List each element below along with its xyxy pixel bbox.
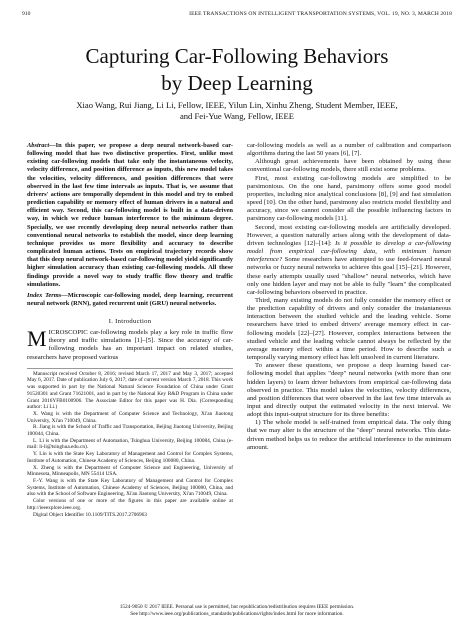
authors-line-2: and Fei-Yue Wang, Fellow, IEEE	[179, 111, 295, 121]
abstract	[27, 142, 233, 289]
copyright-notice	[0, 604, 474, 618]
index-terms	[27, 292, 233, 308]
body-paragraph: Although great achievements have been obtained by using these conventional car-following models, there still exist some problems.	[247, 158, 451, 174]
authors-line-1: Xiao Wang, Rui Jiang, Li Li, Fellow, IEEE, Yilun Lin, Xinhu Zheng, Student Member, IEEE,	[76, 100, 398, 110]
copyright-line-1: 1524-9050 © 2017 IEEE. Personal use is permitted, but republication/redistribution requires IEEE permission.	[119, 604, 355, 610]
footnote-affiliation: R. Jiang is with the School of Traffic and Transportation, Beijing Jiaotong University, Beijing 100044, China.	[27, 424, 233, 438]
footnote-doi: Digital Object Identifier 10.1109/TITS.2017.2706963	[33, 511, 147, 518]
body-text: Some researchers have attempted to use feed-forward neural networks or fuzzy neural networks to achieve this goal [15]–[21]. However, these early attempts usually used "shallow" neural networks, which have only one hidden layer and may not be able to fully "learn" the complicated car-following behaviors observed in practice.	[247, 256, 451, 296]
list-item-benefit-1: 1) The whole model is self-trained from empirical data. The only thing that we may alter is the structure of the "deep" neural networks. This data-driven method helps us to reduce the artificial interference to the minimum amount.	[247, 419, 451, 451]
title-line-2: by Deep Learning	[161, 71, 313, 95]
title-line-1: Capturing Car-Following Behaviors	[85, 44, 389, 68]
footnote-color-versions: Color versions of one or more of the figures in this paper are available online at http://ieeexplore.ieee.org.	[27, 498, 233, 511]
drop-cap: M	[27, 326, 47, 352]
body-paragraph: Third, many existing models do not fully consider the memory effect or the prediction capability of drivers and only consider the instantaneous interaction between the studied vehicle and the leading vehicle. Some researchers have tried to embed drivers' average memory effect in car-following models [22]–[27]. However, complex interactions between the studied vehicle and the leading vehicle cannot always be reflected by the average memory effect within a time period. How to describe such a temporally varying memory effect has left unsolved in current literature.	[247, 296, 451, 362]
body-paragraph: To answer these questions, we propose a deep learning based car-following model that applies "deep" neural networks (with more than one hidden layers) to learn driver behaviors from empirical car-following data observed in practice. This model takes the velocities, velocity differences, and position differences that were observed in the last few time intervals as input and directly output the estimated velocity in the next interval. We adopt this input-output structure for its three benefits:	[247, 362, 451, 419]
index-terms-lead: Index Terms—	[27, 291, 68, 299]
footnote-affiliation: F.-Y. Wang is with the State Key Laboratory of Management and Control for Complex Systems, Institute of Automation, Chinese Academy of Sciences, Beijing 100080, China, and also with the School of Software Engineering, Xi'an Jiaotong University, Xi'an 710049, China.	[27, 478, 233, 498]
running-header: IEEE TRANSACTIONS ON INTELLIGENT TRANSPORTATION SYSTEMS, VOL. 19, NO. 3, MARCH 2018	[189, 11, 452, 17]
body-paragraph	[247, 224, 451, 297]
intro-text: ICROSCOPIC car-following models play a key role in traffic flow theory and traffic simulations [1]–[5]. Since the accuracy of car-following models has an important impact on related studies, researchers have proposed various	[27, 329, 233, 361]
body-paragraph: First, most existing car-following models are simplified to be parsimonious. On the one hand, parsimony offers some good model properties, including nice analytical conclusions [8], [9] and fast simulation speed [10]. On the other hand, parsimony also restricts model flexibility and accuracy, since we cannot consider all the possible influencing factors in parsimony car-following models [11].	[247, 174, 451, 223]
footnotes	[27, 368, 233, 518]
research-question: Is it possible to develop a car-following model from empirical car-following data, with minimum human interference?	[247, 239, 451, 264]
footnote-affiliation: X. Zheng is with the Department of Computer Science and Engineering, University of Minnesota, Minneapolis, MN 55414 USA.	[27, 464, 233, 478]
intro-paragraph	[27, 326, 233, 362]
page-number: 910	[22, 11, 31, 17]
index-terms-text: Microscopic car-following model, deep learning, recurrent neural network (RNN), gated recurrent unit (GRU) neural networks.	[27, 291, 233, 307]
footnote-affiliation: L. Li is with the Department of Automation, Tsinghua University, Beijing 100084, China (e-mail: li-li@tsinghua.edu.cn).	[27, 437, 233, 451]
abstract-text: In this paper, we propose a deep neural network-based car-following model that has two distinctive properties. First, unlike most existing car-following models that take only the instantaneous velocity, velocity difference, and position difference as inputs, this new model takes the velocities, velocity differences, and position differences that were observed in the last few time intervals as inputs. That is, we assume that drivers' actions are temporally dependent in this model and try to embed prediction capability or memory effect of human drivers in a natural and efficient way. Second, this car-following model is built in a data-driven way, in which we reduce human interference to the minimum degree. Specially, we use recently developing deep neural networks rather than conventional neural networks to establish the model, since deep learning technique provides us more flexibility and accuracy to describe complicated human actions. Tests on empirical trajectory records show that this deep neural network-based car-following model yield significantly higher simulation accuracy than existing car-following models. All these findings provide a novel way to study traffic flow theory and traffic simulations.	[27, 142, 233, 288]
footnote-manuscript: Manuscript received October 8, 2016; revised March 17, 2017 and May 3, 2017; accepted May 6, 2017. Date of publication July 6, 2017; date of current version March 7, 2018. This work was supported in part by the National Natural Science Foundation of China under Grant 91520301 and Grant 71621001, and in part by the National Key R&D Program in China under Grant 2016YFB0100906. The Associate Editor for this paper was H. Dia. (Corresponding author: Li Li.)	[27, 370, 233, 411]
left-column	[27, 142, 233, 518]
footnote-affiliation: Y. Lin is with the State Key Laboratory of Management and Control for Complex Systems, Institute of Automation, Chinese Academy of Sciences, Beijing 100080, China.	[27, 451, 233, 464]
paper-title	[0, 43, 474, 97]
section-heading-introduction: I. Introduction	[108, 318, 152, 326]
copyright-line-2: See http://www.ieee.org/publications_standards/publications/rights/index.html for more information.	[130, 610, 344, 617]
footnote-affiliation: X. Wang is with the Department of Computer Science and Technology, Xi'an Jiaotong University, Xi'an 710049, China.	[27, 410, 233, 424]
body-text: Second, most existing car-following models are artificially developed. However, a question naturally arises along with the development of data-driven technologies [12]–[14]:	[247, 223, 451, 247]
abstract-lead: Abstract—	[27, 142, 56, 149]
author-list	[0, 100, 474, 122]
body-paragraph: car-following models as well as a number of calibration and comparison algorithms during the last 50 years [6], [7].	[247, 142, 451, 158]
right-column	[247, 142, 451, 452]
